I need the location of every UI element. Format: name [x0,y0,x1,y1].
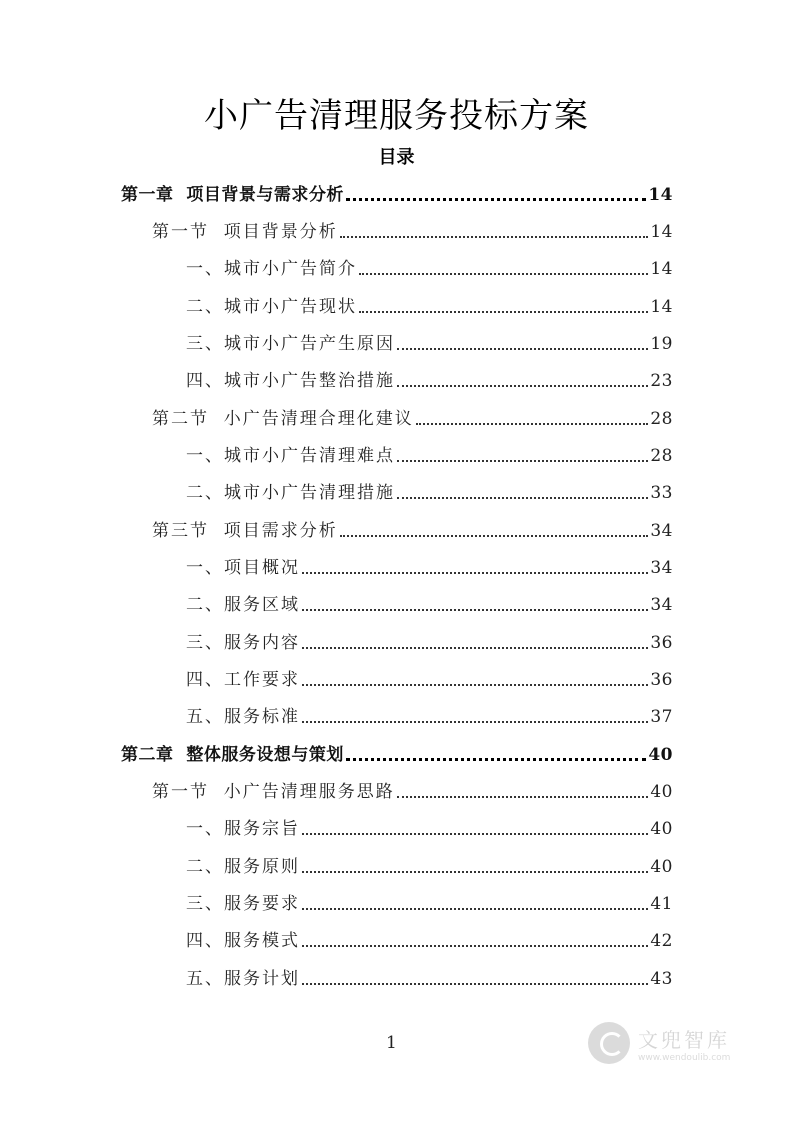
toc-entry[interactable] [152,773,673,803]
toc-leader-dots [397,497,648,499]
toc-entry-label: 一、城市小广告简介 [186,259,357,279]
toc-entry[interactable] [186,288,673,318]
toc-leader-dots [397,348,648,350]
toc-entry-page: 41 [650,894,673,914]
toc-entry-page: 19 [650,334,673,354]
watermark-text [638,1024,730,1063]
toc-entry-page: 43 [650,969,673,989]
toc-leader-dots [302,871,648,873]
toc-entry-label: 五、服务标准 [186,707,300,727]
toc-heading: 目录 [378,147,415,168]
toc-entry-label: 第三节 项目需求分析 [152,521,338,541]
toc-entry-page: 37 [650,707,673,727]
toc-entry-page: 33 [650,483,673,503]
toc-entry[interactable] [152,512,673,542]
toc-entry[interactable] [186,848,673,878]
toc-entry-label: 第一章 项目背景与需求分析 [121,185,344,205]
toc-entry[interactable] [186,624,673,654]
toc-entry-page: 34 [650,521,673,541]
toc-leader-dots [340,236,649,238]
toc-entry-label: 二、城市小广告清理措施 [186,483,395,503]
toc-entry-label: 四、工作要求 [186,670,300,690]
toc-entry[interactable] [186,362,673,392]
toc-entry-label: 五、服务计划 [186,969,300,989]
toc-leader-dots [302,983,648,985]
toc-entry-label: 一、城市小广告清理难点 [186,446,395,466]
toc-entry-label: 二、服务原则 [186,857,300,877]
toc-entry-label: 三、服务内容 [186,633,300,653]
page-number: 1 [386,1033,397,1053]
toc-leader-dots [397,385,648,387]
toc-entry-page: 40 [650,819,673,839]
toc-leader-dots [302,684,648,686]
toc-entry-label: 三、服务要求 [186,894,300,914]
toc-entry[interactable] [186,922,673,952]
toc-entry[interactable] [152,400,673,430]
toc-leader-dots [416,423,649,425]
toc-entry-label: 一、服务宗旨 [186,819,300,839]
toc-leader-dots [346,758,646,761]
toc-entry[interactable] [186,325,673,355]
toc-entry[interactable] [186,437,673,467]
toc-entry-label: 第一节 项目背景分析 [152,222,338,242]
toc-entry[interactable] [186,810,673,840]
toc-entry[interactable] [186,661,673,691]
toc-entry[interactable] [186,549,673,579]
toc-leader-dots [340,535,649,537]
toc-leader-dots [359,311,648,313]
toc-entry-label: 第二节 小广告清理合理化建议 [152,409,414,429]
toc-entry-page: 14 [650,259,673,279]
toc-entry-label: 二、服务区域 [186,595,300,615]
toc-entry-page: 42 [650,931,673,951]
toc-leader-dots [346,198,646,201]
toc-entry-page: 40 [648,745,673,765]
toc-leader-dots [397,796,649,798]
toc-entry[interactable] [121,176,673,206]
toc-entry-page: 23 [650,371,673,391]
watermark-url: www.wendoulib.com [638,1052,731,1063]
toc-leader-dots [302,833,648,835]
toc-entry-page: 36 [650,633,673,653]
wendou-logo-icon [588,1022,630,1064]
toc-entry-label: 第二章 整体服务设想与策划 [121,745,344,765]
toc-entry[interactable] [121,736,673,766]
toc-entry-label: 四、城市小广告整治措施 [186,371,395,391]
toc-entry[interactable] [186,698,673,728]
toc-entry-label: 三、城市小广告产生原因 [186,334,395,354]
document-title: 小广告清理服务投标方案 [204,96,589,136]
toc-entry[interactable] [152,213,673,243]
watermark-name: 文兜智库 [638,1027,730,1052]
toc-entry-page: 34 [650,558,673,578]
toc-entry-page: 14 [650,297,673,317]
toc-entry-page: 28 [650,409,673,429]
toc-entry-page: 14 [648,185,673,205]
toc-entry-page: 14 [650,222,673,242]
toc-entry-page: 34 [650,595,673,615]
toc-entry-page: 40 [650,857,673,877]
watermark [588,1022,730,1064]
toc-entry-label: 二、城市小广告现状 [186,297,357,317]
toc-entry-page: 28 [650,446,673,466]
toc-entry[interactable] [186,586,673,616]
toc-entry[interactable] [186,474,673,504]
toc-leader-dots [302,609,648,611]
toc-leader-dots [359,273,648,275]
toc-entry-page: 40 [650,782,673,802]
toc-entry-label: 第一节 小广告清理服务思路 [152,782,395,802]
toc-leader-dots [302,572,648,574]
toc-leader-dots [302,908,648,910]
toc-entry-label: 一、项目概况 [186,558,300,578]
toc-leader-dots [302,647,648,649]
toc-leader-dots [397,460,648,462]
toc-entry-page: 36 [650,670,673,690]
toc-leader-dots [302,945,648,947]
toc-entry-label: 四、服务模式 [186,931,300,951]
toc-entry[interactable] [186,885,673,915]
toc-entry[interactable] [186,250,673,280]
toc-entry[interactable] [186,960,673,990]
toc-leader-dots [302,721,648,723]
